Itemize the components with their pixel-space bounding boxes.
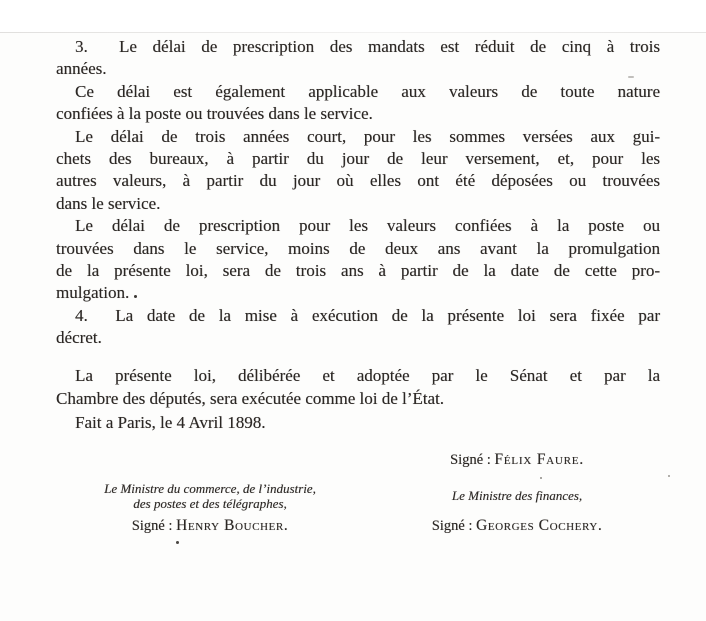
paragraph-article-3 [56, 36, 660, 81]
paragraph-delai-prescription [56, 215, 660, 305]
minister-finances-title-line: Le Ministre des finances, [451, 488, 583, 504]
president-name: Félix Faure. [494, 451, 584, 468]
minister-finances-name: Georges Cochery. [476, 517, 603, 534]
paragraph-promulgation [56, 365, 660, 410]
text-line: confiées à la poste ou trouvées dans le service. [56, 104, 373, 124]
text-line: Le délai de prescription pour les valeurs confiées à la poste ou [75, 216, 660, 236]
paragraph-article-4 [56, 305, 660, 350]
minister-commerce-title-line2: des postes et des télégraphes, [133, 495, 287, 511]
president-spacer [56, 451, 364, 469]
text-line: La présente loi, délibérée et adoptée par le Sénat et par la [75, 366, 660, 386]
text-line: Chambre des députés, sera exécutée comme loi de l’État. [56, 388, 445, 408]
paragraph-delai-applicable [56, 81, 660, 126]
signature-row-president [56, 451, 670, 469]
scan-speck [668, 475, 670, 477]
signature-row-signed [56, 517, 670, 535]
minister-finances-title [364, 482, 670, 511]
text-line: décret. [56, 328, 102, 348]
minister-commerce-title [56, 482, 364, 511]
scan-speck [134, 295, 137, 298]
text-line: 3. Le délai de prescription des mandats est réduit de cinq à trois [75, 37, 660, 56]
signed-label: Signé : [131, 518, 173, 534]
text-line: Ce délai est également applicable aux valeurs de toute nature [75, 81, 660, 101]
text-line: chets des bureaux, à partir du jour de leur versement, et, pour les [56, 148, 660, 168]
text-line: trouvées dans le service, moins de deux ans avant la promulgation [56, 238, 660, 258]
paragraph-delai-trois-annees [56, 126, 660, 216]
signature-minister-finances [364, 517, 670, 535]
minister-commerce-title-line1: Le Ministre du commerce, de l’industrie, [104, 481, 316, 496]
date-line: Fait a Paris, le 4 Avril 1898. [75, 413, 266, 433]
scan-speck [628, 76, 634, 78]
text-line: dans le service. [56, 193, 161, 213]
signature-minister-commerce [56, 517, 364, 535]
scan-speck [176, 541, 179, 544]
text-line: Le délai de trois années court, pour les sommes versées aux gui- [75, 126, 660, 146]
text-line: de la présente loi, sera de trois ans à partir de la date de cette pro- [56, 260, 660, 280]
signatures-section [56, 451, 670, 535]
text-line: années. [56, 59, 107, 79]
paragraph-date-line [56, 412, 660, 434]
text-line: autres valeurs, à partir du jour où elles ont été déposées ou trouvées [56, 171, 660, 191]
text-line: 4. La date de la mise à exécution de la présente loi sera fixée par [75, 305, 660, 325]
signature-president [364, 451, 670, 469]
signed-label: Signé : [431, 518, 473, 534]
scan-speck [540, 477, 542, 479]
document-text [56, 36, 660, 435]
text-line: mulgation. [56, 283, 130, 303]
scan-edge-line [0, 32, 706, 33]
signature-row-titles [56, 482, 670, 511]
minister-commerce-name: Henry Boucher. [176, 517, 289, 534]
signed-label: Signé : [450, 452, 491, 468]
